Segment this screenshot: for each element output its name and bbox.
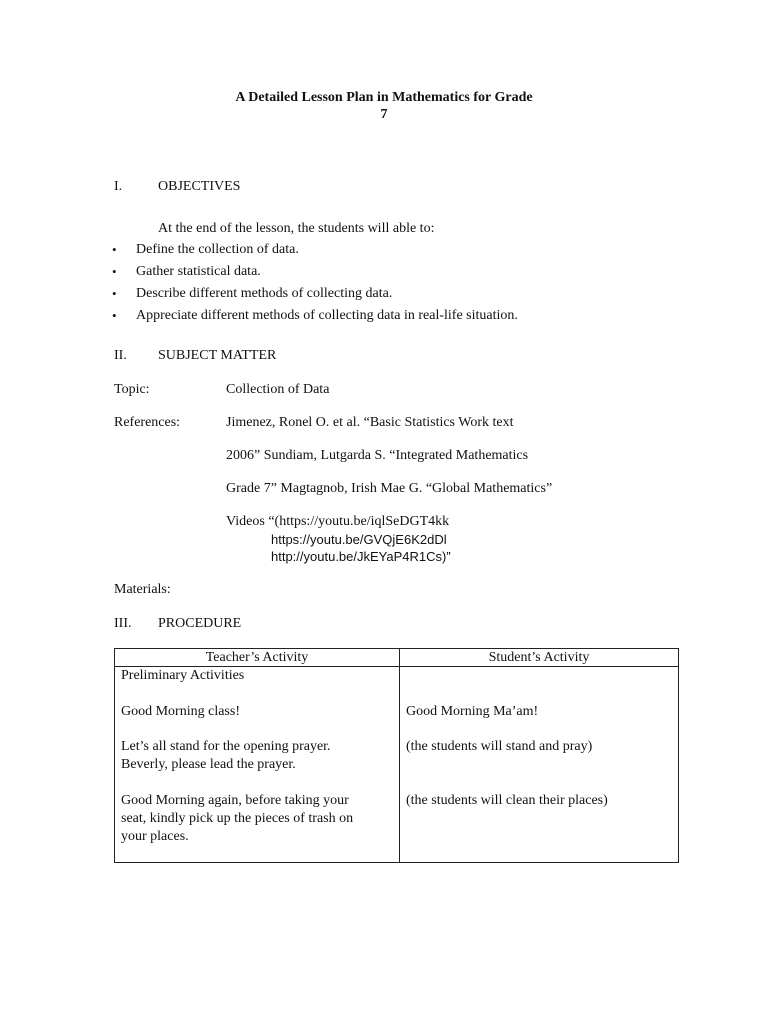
- materials-label: Materials:: [114, 582, 171, 597]
- teacher-line-5: Good Morning again, before taking your: [121, 793, 349, 808]
- student-line-1: Good Morning Ma’am!: [406, 704, 539, 719]
- bullet-dot-icon: •: [112, 286, 117, 301]
- table-row: [115, 667, 679, 863]
- teacher-line-4: Beverly, please lead the prayer.: [121, 757, 296, 772]
- reference-line-2: 2006” Sundiam, Lutgarda S. “Integrated Mathematics: [226, 448, 529, 463]
- teacher-line-2: Good Morning class!: [121, 704, 240, 719]
- teacher-line-1: Preliminary Activities: [121, 668, 245, 683]
- section-ii-numeral: II.: [114, 348, 127, 363]
- teacher-activity-header: Teacher’s Activity: [115, 649, 400, 667]
- section-iii-heading: PROCEDURE: [158, 616, 242, 631]
- bullet-dot-icon: •: [112, 242, 117, 257]
- student-activity-cell: [400, 667, 679, 863]
- section-ii-heading: SUBJECT MATTER: [158, 348, 277, 363]
- video-link-3[interactable]: http://youtu.be/JkEYaP4R1Cs)”: [271, 549, 451, 564]
- document-title-line1: A Detailed Lesson Plan in Mathematics for Grade: [235, 90, 533, 105]
- section-iii-numeral: III.: [114, 616, 132, 631]
- teacher-line-7: your places.: [121, 829, 189, 844]
- topic-value: Collection of Data: [226, 382, 330, 397]
- reference-line-3: Grade 7” Magtagnob, Irish Mae G. “Global Mathematics”: [226, 481, 553, 496]
- video-link-2[interactable]: https://youtu.be/GVQjE6K2dDl: [271, 532, 447, 547]
- bullet-dot-icon: •: [112, 308, 117, 323]
- reference-line-1: Jimenez, Ronel O. et al. “Basic Statistics Work text: [226, 415, 514, 430]
- section-i-numeral: I.: [114, 179, 123, 194]
- bullet-dot-icon: •: [112, 264, 117, 279]
- objectives-intro: At the end of the lesson, the students will able to:: [158, 221, 435, 236]
- teacher-line-6: seat, kindly pick up the pieces of trash on: [121, 811, 354, 826]
- references-label: References:: [114, 415, 181, 430]
- student-line-3: (the students will clean their places): [406, 793, 608, 808]
- student-line-2: (the students will stand and pray): [406, 739, 593, 754]
- teacher-line-3: Let’s all stand for the opening prayer.: [121, 739, 331, 754]
- teacher-activity-cell: [115, 667, 400, 863]
- table-header-row: [115, 649, 679, 667]
- videos-line: Videos “(https://youtu.be/iqlSeDGT4kk: [226, 514, 450, 529]
- document-title-line2: 7: [380, 107, 388, 122]
- section-i-heading: OBJECTIVES: [158, 179, 241, 194]
- topic-label: Topic:: [114, 382, 150, 397]
- student-activity-header: Student’s Activity: [400, 649, 679, 667]
- procedure-table: [114, 648, 679, 863]
